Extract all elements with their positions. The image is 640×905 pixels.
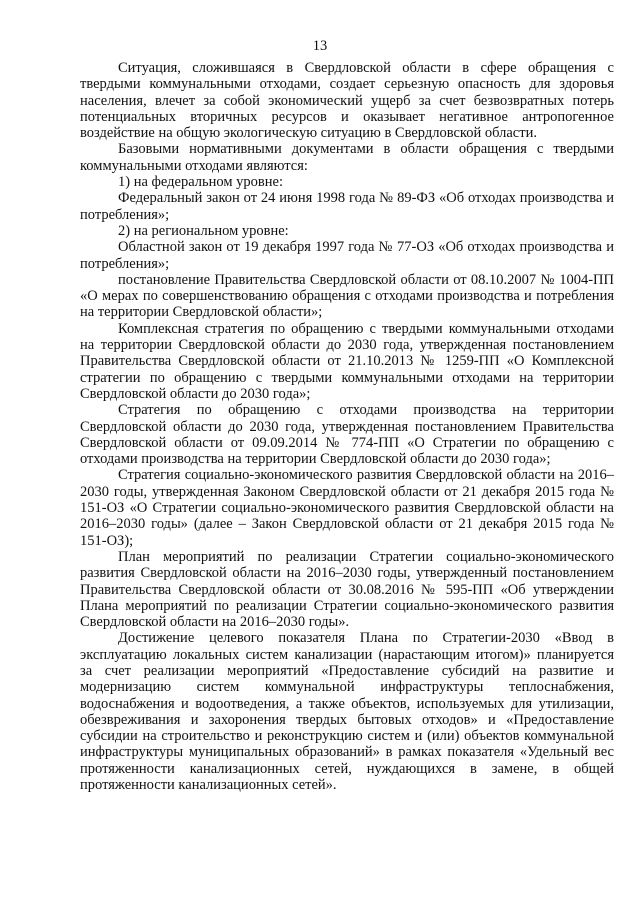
- paragraph-regional-level: 2) на региональном уровне:: [118, 222, 289, 239]
- paragraph-production-strategy: Стратегия по обращению с отходами производства на территории Свердловской области до 2030 года, утвержденная постановлением Правительства Свердловской области от 09.09.2014 № 774-ПП «О Стратегии по обращению с отходами производства на территории Свердловской области до 2030 года»;: [80, 402, 614, 468]
- paragraph-action-plan: План мероприятий по реализации Стратегии социально-экономического развития Свердловской области на 2016–2030 годы, утвержденный постановлением Правительства Свердловской области от 30.08.2016 № 595-ПП «Об утверждении Плана мероприятий по реализации Стратегии социально-экономического развития Свердловской области на 2016–2030 годы».: [80, 548, 614, 631]
- document-body: [80, 60, 614, 793]
- page-number: 13: [312, 38, 328, 54]
- paragraph-target-indicator: Достижение целевого показателя Плана по Стратегии-2030 «Ввод в эксплуатацию локальных систем канализации (нарастающим итогом)» планируется за счет реализации мероприятий «Предоставление субсидий на развитие и модернизацию систем коммунальной инфраструктуры теплоснабжения, водоснабжения и водоотведения, а также объектов, используемых для утилизации, обезвреживания и захоронения твердых бытовых отходов» и «Предоставление субсидии на строительство и реконструкцию систем и (или) объектов коммунальной инфраструктуры муниципальных образований» в рамках показателя «Удельный вес протяженности канализационных сетей, нуждающихся в замене, в общей протяженности канализационных сетей».: [80, 630, 614, 794]
- paragraph-situation: Ситуация, сложившаяся в Свердловской области в сфере обращения с твердыми коммунальными отходами, создает серьезную опасность для здоровья населения, влечет за собой экономический ущерб за счет безвозвратных потерь потенциальных вторичных ресурсов и оказывает негативное антропогенное воздействие на общую экологическую ситуацию в Свердловской области.: [80, 60, 614, 142]
- paragraph-resolution-1004: постановление Правительства Свердловской области от 08.10.2007 № 1004-ПП «О мерах по совершенствованию обращения с отходами производства и потребления на территории Свердловской области»;: [80, 271, 614, 321]
- paragraph-regional-law: Областной закон от 19 декабря 1997 года № 77-ОЗ «Об отходах производства и потребления»;: [80, 239, 614, 272]
- paragraph-federal-level: 1) на федеральном уровне:: [118, 174, 283, 191]
- paragraph-federal-law: Федеральный закон от 24 июня 1998 года № 89-ФЗ «Об отходах производства и потребления»;: [80, 190, 614, 223]
- paragraph-complex-strategy: Комплексная стратегия по обращению с твердыми коммунальными отходами на территории Свердловской области до 2030 года, утвержденная постановлением Правительства Свердловской области от 21.10.2013 № 1259-ПП «О Комплексной стратегии по обращению с твердыми коммунальными отходами на территории Свердловской области до 2030 года»;: [80, 320, 614, 402]
- paragraph-base-documents: Базовыми нормативными документами в области обращения с твердыми коммунальными отходами являются:: [80, 141, 614, 174]
- paragraph-socioeconomic-strategy: Стратегия социально-экономического развития Свердловской области на 2016–2030 годы, утвержденная Законом Свердловской области от 21 декабря 2015 года № 151-ОЗ «О Стратегии социально-экономического развития Свердловской области на 2016–2030 годы» (далее – Закон Свердловской области от 21 декабря 2015 года № 151-ОЗ);: [80, 467, 614, 549]
